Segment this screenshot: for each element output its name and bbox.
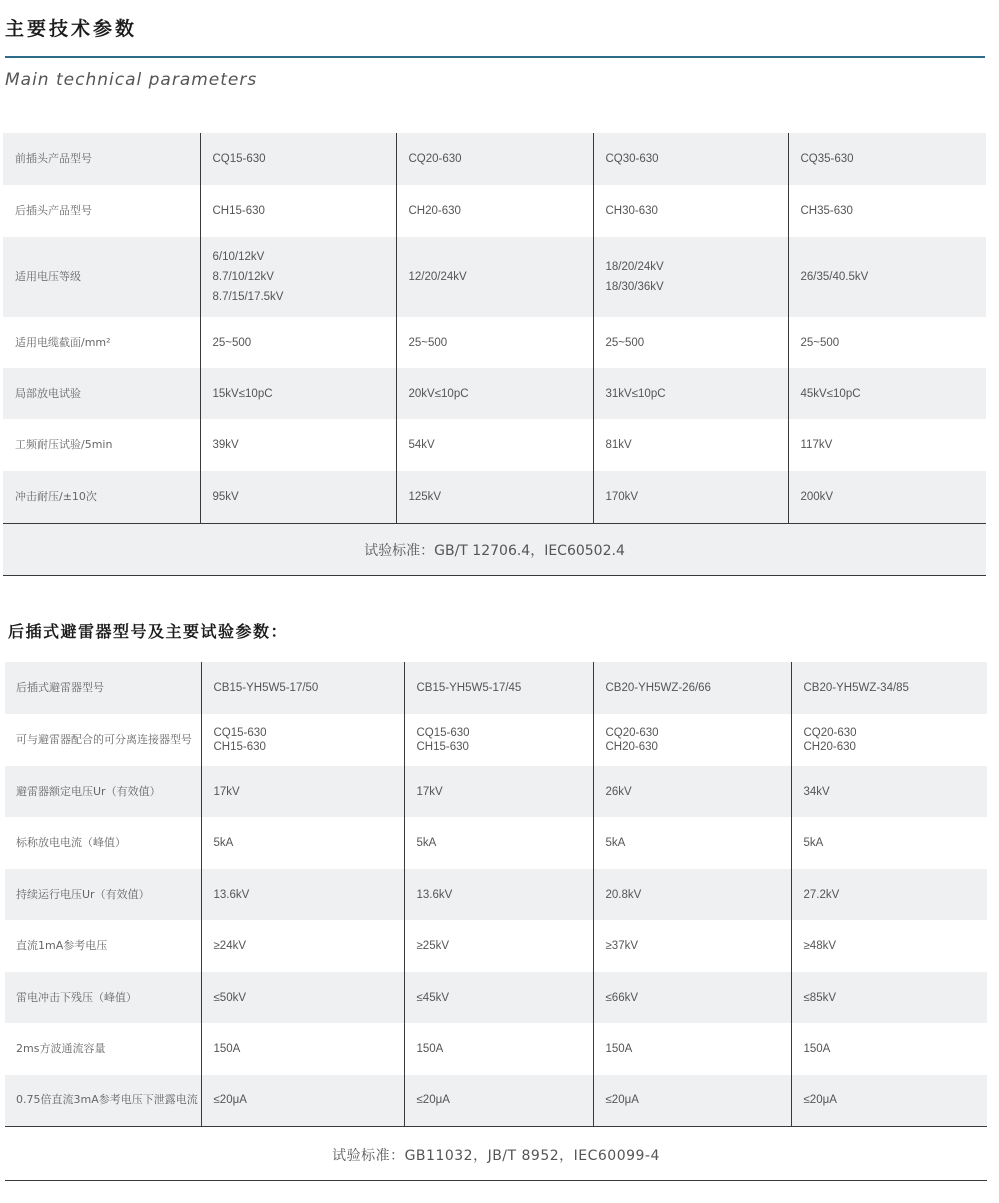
value-cell	[200, 368, 396, 419]
value-cell	[201, 1023, 404, 1075]
value-cell	[791, 662, 987, 714]
technical-parameters-table	[3, 133, 986, 524]
value-cell	[791, 972, 987, 1023]
value-cell	[201, 920, 404, 972]
arrester-test-standard-note: 试验标准：GB11032，JB/T 8952，IEC60099-4	[5, 1130, 987, 1181]
value-cell	[201, 714, 404, 766]
value-cell	[396, 185, 593, 237]
cell-text: ≤20μA	[605, 1094, 639, 1107]
cell-text: CQ20-630	[408, 153, 462, 165]
cell-text: 20.8kV	[605, 888, 642, 901]
table-row	[5, 869, 987, 920]
arrester-section-title: 后插式避雷器型号及主要试验参数：	[8, 622, 289, 641]
row-label: 后插头产品型号	[15, 204, 92, 217]
cell-text: CH20-630	[605, 741, 658, 753]
cell-text: 12/20/24kV	[408, 271, 467, 283]
cell-text: 27.2kV	[803, 888, 840, 901]
cell-text: ≥37kV	[605, 940, 639, 952]
cell-text: 26/35/40.5kV	[800, 271, 869, 283]
value-cell	[788, 471, 986, 523]
value-cell	[791, 920, 987, 972]
value-cell	[404, 869, 593, 920]
value-cell	[593, 869, 791, 920]
row-label: 可与避雷器配合的可分离连接器型号	[16, 733, 192, 746]
cell-text: 5kA	[803, 837, 824, 849]
value-cell	[396, 237, 593, 317]
value-cell	[791, 869, 987, 920]
cell-text: ≥48kV	[803, 940, 837, 952]
value-cell	[791, 1023, 987, 1075]
table-row	[3, 317, 986, 368]
section-title-en: Main technical parameters	[5, 70, 258, 90]
value-cell	[788, 419, 986, 471]
cell-text: 45kV≤10pC	[800, 387, 861, 400]
value-cell	[593, 419, 788, 471]
value-cell	[396, 368, 593, 419]
cell-text: 5kA	[213, 837, 234, 849]
row-label: 0.75倍直流3mA参考电压下泄露电流	[5, 1075, 201, 1126]
cell-text: 13.6kV	[213, 888, 250, 901]
row-label: 适用电缆截面/mm²	[15, 335, 111, 349]
table-row	[5, 972, 987, 1023]
value-cell	[201, 766, 404, 817]
value-cell	[200, 419, 396, 471]
cell-text: CB15-YH5W5-17/45	[416, 682, 522, 694]
row-label: 适用电压等级	[3, 237, 200, 317]
cell-text: CH35-630	[800, 205, 853, 217]
row-label: 后插式避雷器型号	[5, 662, 201, 714]
cell-text: CQ20-630	[803, 727, 857, 739]
cell-text: 150A	[416, 1043, 444, 1055]
value-cell	[791, 714, 987, 766]
cell-text: 54kV	[408, 439, 435, 451]
value-cell	[396, 419, 593, 471]
value-cell	[593, 920, 791, 972]
cell-text: 95kV	[212, 490, 239, 503]
value-cell	[593, 714, 791, 766]
cell-text: 125kV	[408, 490, 442, 503]
table-row	[5, 1023, 987, 1075]
cell-text: 150A	[803, 1043, 831, 1055]
cell-text: CQ30-630	[605, 153, 659, 165]
value-cell	[200, 237, 396, 317]
row-label: 2ms方波通流容量	[16, 1042, 106, 1055]
value-cell	[788, 185, 986, 237]
value-cell	[404, 766, 593, 817]
table-row	[3, 185, 986, 237]
cell-text: 34kV	[803, 785, 830, 798]
row-label: 标称放电电流（峰值）	[16, 836, 126, 849]
value-cell	[791, 1075, 987, 1126]
arrester-parameters-table	[5, 662, 987, 1127]
cell-text: 5kA	[605, 837, 626, 849]
value-cell	[593, 185, 788, 237]
table-row	[5, 1075, 987, 1126]
value-cell	[593, 662, 791, 714]
value-cell	[788, 237, 986, 317]
cell-text: CH15-630	[416, 741, 469, 753]
value-cell	[593, 237, 788, 317]
row-label: 冲击耐压/±10次	[3, 471, 200, 523]
cell-text: CH30-630	[605, 205, 658, 217]
table-row	[3, 133, 986, 185]
cell-text: ≤45kV	[416, 991, 450, 1004]
value-cell	[404, 920, 593, 972]
table-row	[5, 714, 987, 766]
value-cell	[593, 471, 788, 523]
cell-text: ≥25kV	[416, 940, 450, 952]
cell-text: CH15-630	[212, 205, 265, 217]
cell-text: 25~500	[408, 336, 448, 349]
value-cell	[404, 662, 593, 714]
cell-text: CH15-630	[213, 741, 266, 753]
table-row	[3, 471, 986, 523]
table-row	[3, 237, 986, 317]
cell-text: 117kV	[800, 439, 833, 451]
cell-text: 8.7/10/12kV	[212, 271, 274, 283]
cell-text: 31kV≤10pC	[605, 387, 666, 400]
table-row	[5, 817, 987, 869]
cell-text: 39kV	[212, 439, 239, 451]
value-cell	[396, 317, 593, 368]
value-cell	[593, 317, 788, 368]
value-cell	[201, 817, 404, 869]
cell-text: CH20-630	[408, 205, 461, 217]
cell-text: 150A	[605, 1043, 633, 1055]
cell-text: ≤50kV	[213, 991, 247, 1004]
value-cell	[593, 972, 791, 1023]
value-cell	[593, 368, 788, 419]
cell-text: 18/20/24kV	[605, 261, 664, 273]
cell-text: 15kV≤10pC	[212, 387, 273, 400]
row-label: 直流1mA参考电压	[16, 939, 108, 952]
value-cell	[404, 972, 593, 1023]
table-row	[5, 662, 987, 714]
cell-text: 5kA	[416, 837, 437, 849]
cell-text: CH20-630	[803, 741, 856, 753]
cell-text: 26kV	[605, 785, 632, 798]
value-cell	[200, 185, 396, 237]
cell-text: 18/30/36kV	[605, 281, 664, 293]
value-cell	[201, 869, 404, 920]
cell-text: CQ35-630	[800, 153, 854, 165]
value-cell	[788, 368, 986, 419]
cell-text: 17kV	[213, 785, 240, 798]
cell-text: CQ15-630	[416, 727, 470, 739]
test-standard-note: 试验标准：GB/T 12706.4，IEC60502.4	[3, 524, 986, 576]
value-cell	[201, 1075, 404, 1126]
cell-text: ≤20μA	[213, 1094, 247, 1107]
cell-text: CQ15-630	[213, 727, 267, 739]
cell-text: CB20-YH5WZ-26/66	[605, 682, 711, 694]
table-row	[5, 920, 987, 972]
value-cell	[404, 714, 593, 766]
cell-text: 170kV	[605, 490, 639, 503]
cell-text: 13.6kV	[416, 888, 453, 901]
row-label: 雷电冲击下残压（峰值）	[5, 972, 201, 1023]
cell-text: 150A	[213, 1043, 241, 1055]
cell-text: 8.7/15/17.5kV	[212, 291, 284, 303]
cell-text: 25~500	[800, 336, 840, 349]
cell-text: ≤85kV	[803, 991, 837, 1004]
value-cell	[200, 317, 396, 368]
row-label: 局部放电试验	[3, 368, 200, 419]
cell-text: ≥24kV	[213, 940, 247, 952]
value-cell	[593, 1023, 791, 1075]
cell-text: CQ15-630	[212, 153, 266, 165]
value-cell	[404, 1075, 593, 1126]
row-label: 前插头产品型号	[3, 133, 200, 185]
value-cell	[200, 471, 396, 523]
value-cell	[201, 662, 404, 714]
section-title-zh: 主要技术参数	[5, 18, 138, 40]
cell-text: CB20-YH5WZ-34/85	[803, 682, 909, 694]
cell-text: ≤20μA	[416, 1094, 450, 1107]
value-cell	[396, 133, 593, 185]
cell-text: ≤20μA	[803, 1094, 837, 1107]
row-label: 工频耐压试验/5min	[15, 438, 113, 451]
value-cell	[404, 817, 593, 869]
table-row	[5, 766, 987, 817]
section-title-rule	[5, 56, 985, 58]
value-cell	[593, 133, 788, 185]
cell-text: 17kV	[416, 785, 443, 798]
table-row	[3, 419, 986, 471]
cell-text: CB15-YH5W5-17/50	[213, 682, 319, 694]
cell-text: 20kV≤10pC	[408, 387, 469, 400]
cell-text: ≤66kV	[605, 991, 639, 1004]
cell-text: 200kV	[800, 490, 834, 503]
value-cell	[200, 133, 396, 185]
value-cell	[404, 1023, 593, 1075]
row-label: 持续运行电压Ur（有效值）	[5, 869, 201, 920]
row-label: 避雷器额定电压Ur（有效值）	[5, 766, 201, 817]
value-cell	[788, 317, 986, 368]
value-cell	[396, 471, 593, 523]
cell-text: CQ20-630	[605, 727, 659, 739]
value-cell	[593, 766, 791, 817]
value-cell	[201, 972, 404, 1023]
cell-text: 6/10/12kV	[212, 251, 265, 263]
value-cell	[788, 133, 986, 185]
cell-text: 81kV	[605, 439, 632, 451]
value-cell	[791, 766, 987, 817]
cell-text: 25~500	[605, 336, 645, 349]
cell-text: 25~500	[212, 336, 252, 349]
value-cell	[791, 817, 987, 869]
table-row	[3, 368, 986, 419]
value-cell	[593, 817, 791, 869]
value-cell	[593, 1075, 791, 1126]
